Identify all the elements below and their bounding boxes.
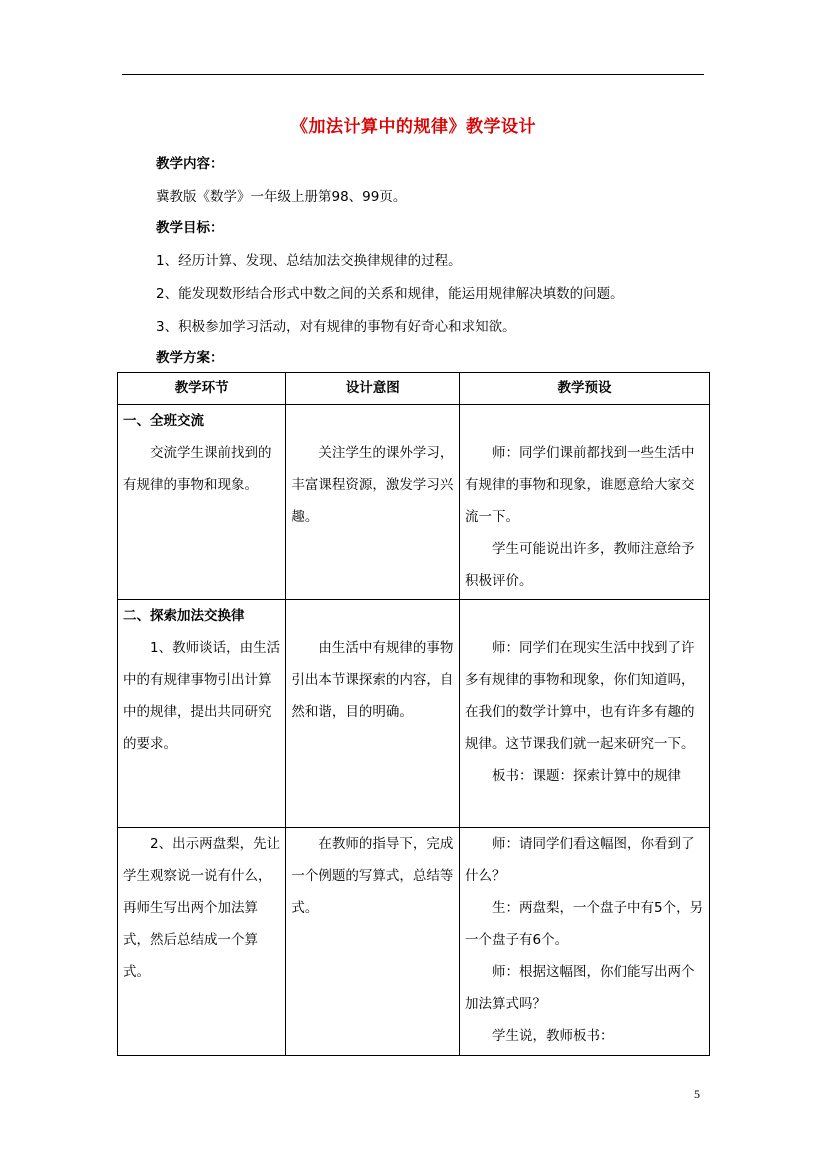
- preset-text: 板书：课题：探索计算中的规律: [492, 768, 682, 784]
- page-number: 5: [694, 1087, 700, 1101]
- document-title: 《加法计算中的规律》教学设计: [291, 117, 536, 137]
- intent-cell: [286, 405, 460, 600]
- intent-text: 在教师的指导下，完成一个例题的写算式，总结等式。: [291, 836, 454, 916]
- preset-text: 师：请同学们看这幅图，你看到了什么？: [465, 836, 695, 884]
- content-text: 冀教版《数学》一年级上册第98、99页。: [156, 189, 407, 205]
- preset-cell: [460, 600, 710, 828]
- goals-heading: 教学目标：: [156, 220, 224, 236]
- step-cell: [118, 828, 286, 1056]
- preset-text: 师：根据这幅图，你们能写出两个加法算式吗？: [465, 964, 695, 1012]
- table-row: [118, 828, 710, 1056]
- goal-item: 3、积极参加学习活动，对有规律的事物有好奇心和求知欲。: [156, 319, 516, 335]
- column-header: 设计意图: [286, 373, 460, 405]
- header-rule: [122, 74, 704, 75]
- teaching-plan-table: [117, 372, 710, 1056]
- preset-text: 学生可能说出许多，教师注意给予积极评价。: [465, 541, 695, 589]
- step-text: 1、教师谈话，由生活中的有规律事物引出计算中的规律，提出共同研究的要求。: [123, 640, 281, 752]
- step-text: 2、出示两盘梨，先让学生观察说一说有什么，再师生写出两个加法算式，然后总结成一个算式。: [123, 836, 281, 980]
- intent-cell: [286, 828, 460, 1056]
- intent-text: 由生活中有规律的事物引出本节课探索的内容，自然和谐，目的明确。: [291, 640, 454, 720]
- column-header: 教学预设: [460, 373, 710, 405]
- step-cell: [118, 405, 286, 600]
- plan-heading: 教学方案：: [156, 350, 224, 366]
- table-row: [118, 600, 710, 828]
- section-title: 一、全班交流: [123, 413, 204, 429]
- column-header: 教学环节: [118, 373, 286, 405]
- preset-text: 生：两盘梨，一个盘子中有5个，另一个盘子有6个。: [465, 900, 704, 948]
- preset-cell: [460, 405, 710, 600]
- table-header-row: [118, 373, 710, 405]
- goal-item: 1、经历计算、发现、总结加法交换律规律的过程。: [156, 253, 462, 269]
- step-text: 交流学生课前找到的有规律的事物和现象。: [123, 445, 272, 493]
- preset-text: 学生说，教师板书：: [492, 1028, 614, 1044]
- section-title: 二、探索加法交换律: [123, 608, 245, 624]
- preset-text: 师：同学们在现实生活中找到了许多有规律的事物和现象，你们知道吗，在我们的数学计算中，也有许多有趣的规律。这节课我们就一起来研究一下。: [465, 640, 695, 752]
- preset-text: 师：同学们课前都找到一些生活中有规律的事物和现象，谁愿意给大家交流一下。: [465, 445, 695, 525]
- preset-cell: [460, 828, 710, 1056]
- table-row: [118, 405, 710, 600]
- goal-item: 2、能发现数形结合形式中数之间的关系和规律，能运用规律解决填数的问题。: [156, 286, 624, 302]
- content-heading: 教学内容：: [156, 156, 224, 172]
- step-cell: [118, 600, 286, 828]
- intent-cell: [286, 600, 460, 828]
- intent-text: 关注学生的课外学习，丰富课程资源，激发学习兴趣。: [291, 445, 454, 525]
